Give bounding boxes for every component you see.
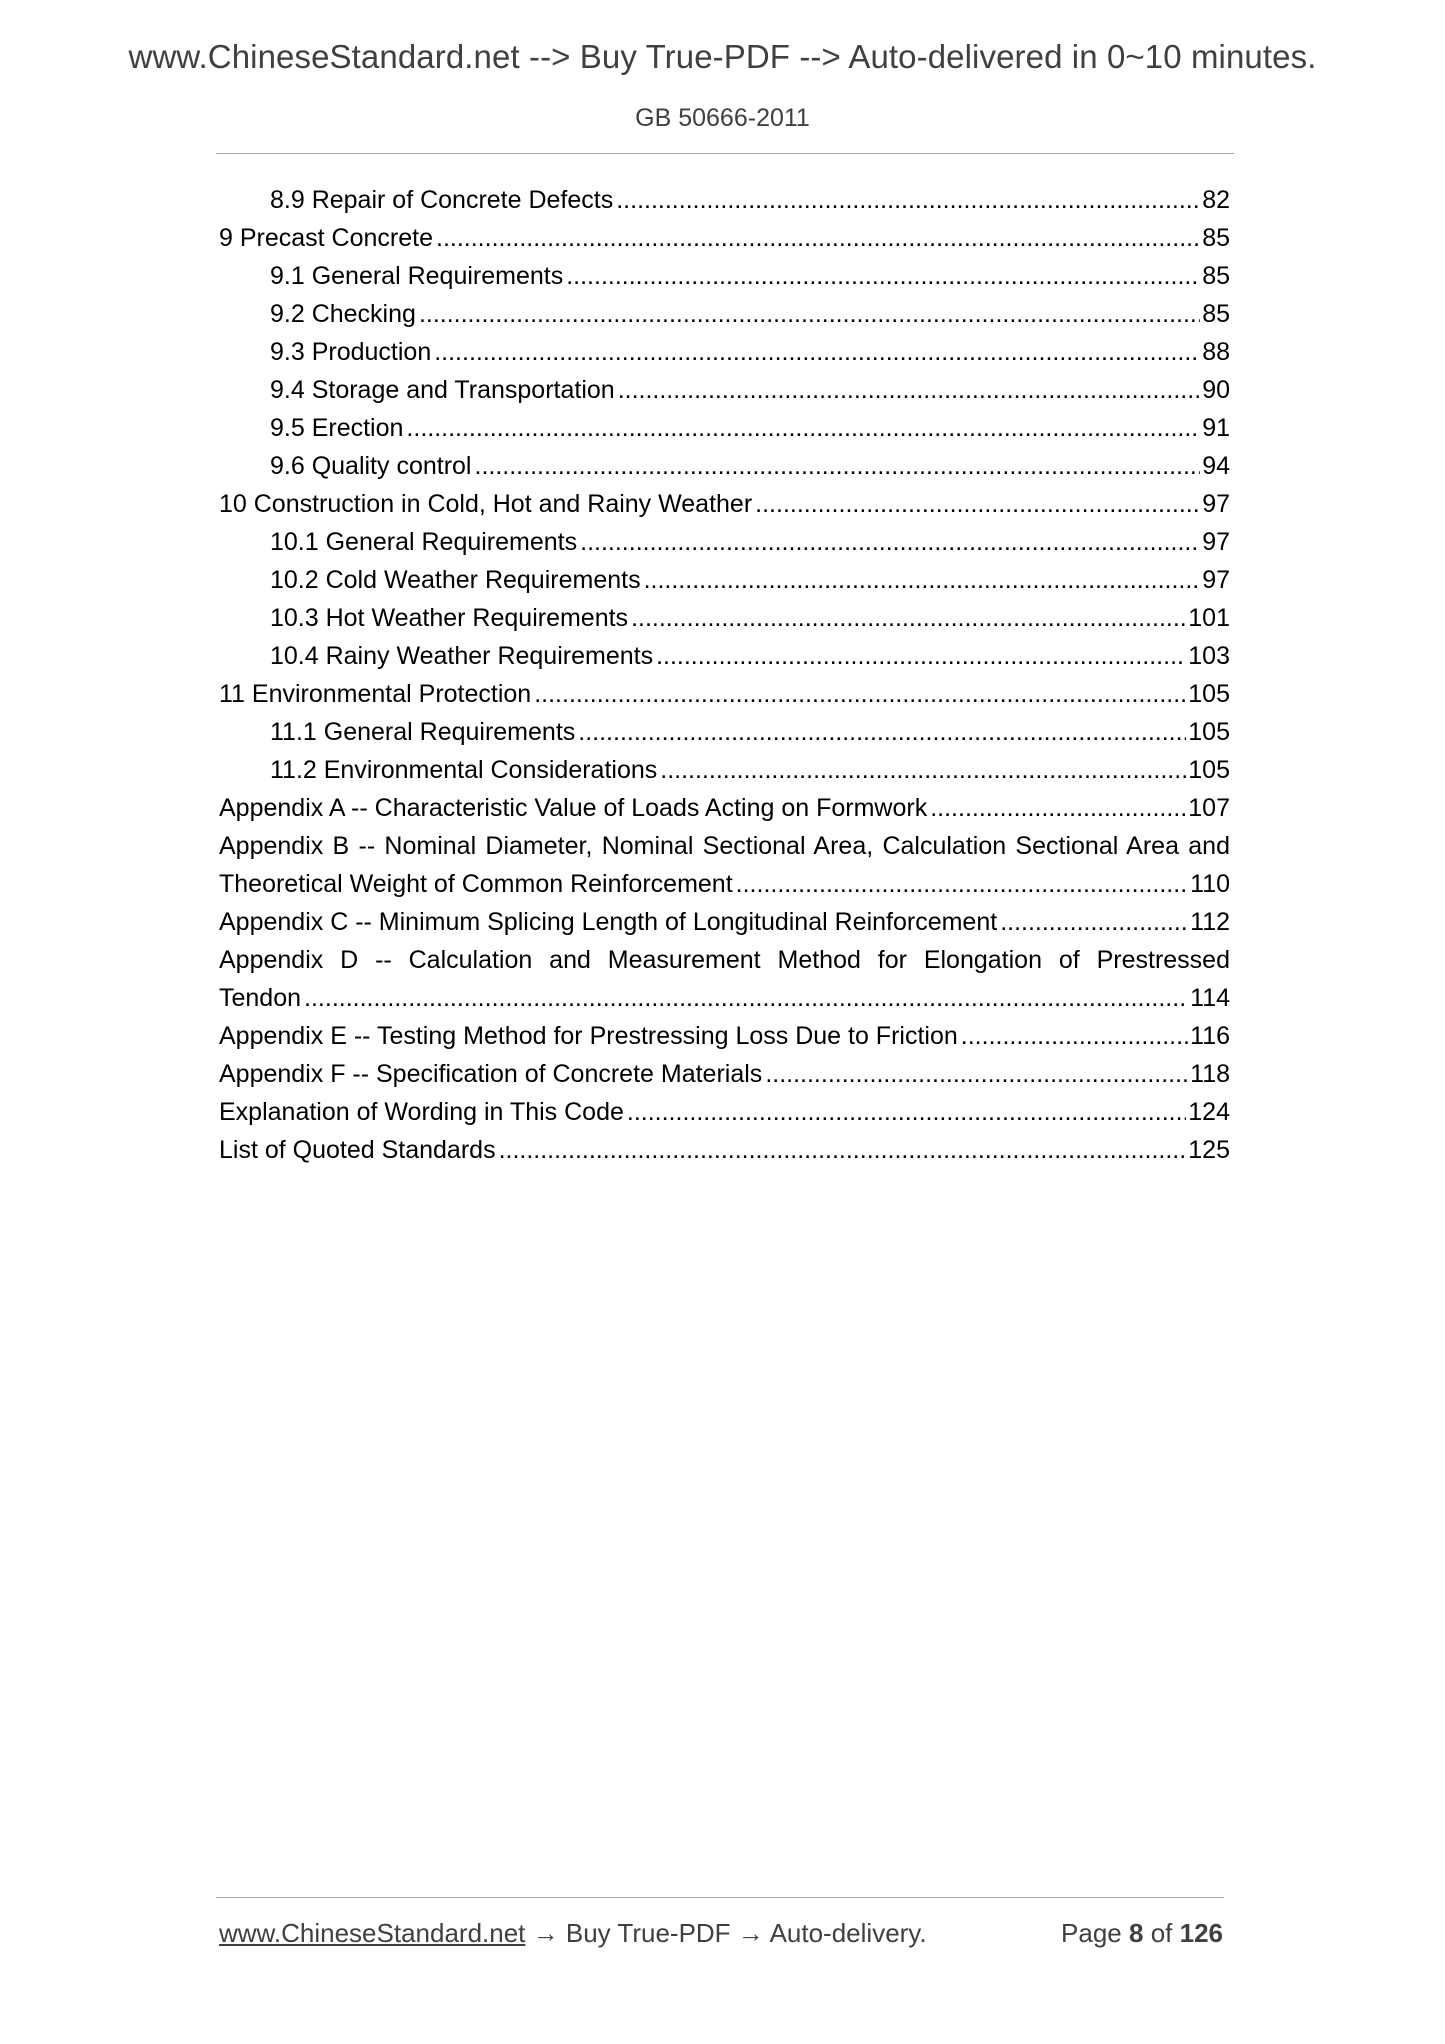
toc-entry-title: 11.1 General Requirements bbox=[270, 718, 576, 746]
toc-entry-page: 101 bbox=[1188, 604, 1230, 632]
toc-entry[interactable] bbox=[219, 295, 1230, 333]
toc-leader-dots bbox=[618, 371, 1201, 409]
toc-entry-page: 105 bbox=[1188, 680, 1230, 708]
toc-entry-title: 9.3 Production bbox=[270, 338, 432, 366]
toc-entry-title: Explanation of Wording in This Code bbox=[219, 1098, 624, 1126]
toc-entry-title: List of Quoted Standards bbox=[219, 1136, 496, 1164]
toc-entry-page: 88 bbox=[1202, 338, 1230, 366]
toc-leader-dots bbox=[578, 713, 1186, 751]
toc-leader-dots bbox=[656, 637, 1186, 675]
toc-entry-title: 10 Construction in Cold, Hot and Rainy Weather bbox=[219, 490, 753, 518]
toc-leader-dots bbox=[930, 789, 1186, 827]
toc-entry-page: 105 bbox=[1188, 718, 1230, 746]
toc-leader-dots bbox=[566, 257, 1200, 295]
toc-entry-title: 11.2 Environmental Considerations bbox=[270, 756, 658, 784]
toc-entry-title: 9.1 General Requirements bbox=[270, 262, 564, 290]
toc-leader-dots bbox=[1000, 903, 1188, 941]
toc-entry-page: 85 bbox=[1202, 300, 1230, 328]
document-id: GB 50666-2011 bbox=[635, 104, 810, 132]
toc-leader-dots bbox=[434, 333, 1200, 371]
toc-entry[interactable] bbox=[219, 1017, 1230, 1055]
toc-entry-page: 90 bbox=[1202, 376, 1230, 404]
toc-leader-dots bbox=[406, 409, 1200, 447]
toc-leader-dots bbox=[644, 561, 1201, 599]
toc-entry[interactable] bbox=[219, 637, 1230, 675]
toc-entry-title: 9.4 Storage and Transportation bbox=[270, 376, 615, 404]
toc-entry-page: 97 bbox=[1202, 528, 1230, 556]
toc-entry-title: Appendix E -- Testing Method for Prestressing Loss Due to Friction bbox=[219, 1022, 958, 1050]
page-indicator bbox=[1061, 1918, 1223, 1949]
toc-entry[interactable] bbox=[219, 561, 1230, 599]
toc-leader-dots bbox=[534, 675, 1186, 713]
toc-leader-dots bbox=[765, 1055, 1188, 1093]
toc-leader-dots bbox=[475, 447, 1201, 485]
current-page: 8 bbox=[1128, 1918, 1144, 1948]
toc-entry[interactable] bbox=[219, 371, 1230, 409]
toc-entry[interactable] bbox=[219, 751, 1230, 789]
toc-leader-dots bbox=[304, 979, 1188, 1017]
toc-leader-dots bbox=[660, 751, 1186, 789]
toc-entry[interactable] bbox=[219, 1131, 1230, 1169]
toc-entry[interactable] bbox=[219, 1055, 1230, 1093]
toc-entry-page: 97 bbox=[1202, 566, 1230, 594]
toc-entry-page: 125 bbox=[1188, 1136, 1230, 1164]
toc-entry-title-line1: Appendix B -- Nominal Diameter, Nominal Sectional Area, Calculation Sectional Area and bbox=[219, 832, 1230, 860]
toc-entry-page: 116 bbox=[1190, 1022, 1230, 1050]
toc-entry[interactable] bbox=[219, 333, 1230, 371]
toc-leader-dots bbox=[616, 181, 1200, 219]
toc-entry-page: 82 bbox=[1202, 186, 1230, 214]
toc-entry-page: 107 bbox=[1188, 794, 1230, 822]
toc-entry-title: 10.2 Cold Weather Requirements bbox=[270, 566, 641, 594]
footer-site-link[interactable]: www.ChineseStandard.net bbox=[219, 1918, 526, 1948]
toc-entry[interactable] bbox=[219, 675, 1230, 713]
toc-entry-title: 10.3 Hot Weather Requirements bbox=[270, 604, 629, 632]
toc-entry-page: 114 bbox=[1190, 984, 1230, 1012]
toc-leader-dots bbox=[580, 523, 1200, 561]
toc-entry[interactable] bbox=[219, 447, 1230, 485]
footer-tagline: → Buy True-PDF → Auto-delivery. bbox=[525, 1918, 927, 1948]
toc-leader-dots bbox=[961, 1017, 1188, 1055]
toc-entry-page: 112 bbox=[1190, 908, 1230, 936]
toc-entry[interactable] bbox=[219, 523, 1230, 561]
toc-entry-title: 11 Environmental Protection bbox=[219, 680, 532, 708]
table-of-contents bbox=[219, 181, 1230, 1169]
toc-entry-title: 9.6 Quality control bbox=[270, 452, 472, 480]
toc-entry-page: 85 bbox=[1202, 224, 1230, 252]
toc-leader-dots bbox=[419, 295, 1200, 333]
toc-entry-line1[interactable] bbox=[219, 941, 1230, 979]
toc-leader-dots bbox=[436, 219, 1200, 257]
toc-entry-title: 9 Precast Concrete bbox=[219, 224, 433, 252]
toc-entry[interactable] bbox=[219, 979, 1230, 1017]
toc-entry[interactable] bbox=[219, 713, 1230, 751]
toc-entry-line1[interactable] bbox=[219, 827, 1230, 865]
toc-entry-title: Theoretical Weight of Common Reinforcement bbox=[219, 870, 733, 898]
toc-entry[interactable] bbox=[219, 485, 1230, 523]
toc-entry-page: 103 bbox=[1188, 642, 1230, 670]
toc-leader-dots bbox=[736, 865, 1188, 903]
footer-left bbox=[219, 1918, 927, 1949]
toc-entry[interactable] bbox=[219, 257, 1230, 295]
toc-entry[interactable] bbox=[219, 409, 1230, 447]
toc-entry-title: 9.5 Erection bbox=[270, 414, 404, 442]
toc-entry[interactable] bbox=[219, 789, 1230, 827]
header-divider bbox=[216, 153, 1234, 154]
toc-leader-dots bbox=[627, 1093, 1186, 1131]
toc-entry-title: 10.1 General Requirements bbox=[270, 528, 578, 556]
toc-entry-title: Tendon bbox=[219, 984, 302, 1012]
toc-entry[interactable] bbox=[219, 599, 1230, 637]
toc-leader-dots bbox=[755, 485, 1200, 523]
toc-entry-title: 9.2 Checking bbox=[270, 300, 416, 328]
toc-entry-title: 8.9 Repair of Concrete Defects bbox=[270, 186, 614, 214]
toc-entry[interactable] bbox=[219, 181, 1230, 219]
header-banner: www.ChineseStandard.net --> Buy True-PDF --> Auto-delivered in 0~10 minutes. bbox=[128, 38, 1317, 75]
toc-entry-page: 85 bbox=[1202, 262, 1230, 290]
toc-entry-page: 124 bbox=[1188, 1098, 1230, 1126]
toc-entry[interactable] bbox=[219, 219, 1230, 257]
toc-entry-title-line1: Appendix D -- Calculation and Measurement Method for Elongation of Prestressed bbox=[219, 946, 1230, 974]
toc-entry-page: 94 bbox=[1202, 452, 1230, 480]
toc-entry-title: Appendix A -- Characteristic Value of Loads Acting on Formwork bbox=[219, 794, 928, 822]
toc-entry-title: Appendix C -- Minimum Splicing Length of Longitudinal Reinforcement bbox=[219, 908, 998, 936]
toc-entry-page: 118 bbox=[1190, 1060, 1230, 1088]
toc-entry-page: 105 bbox=[1188, 756, 1230, 784]
of-word: of bbox=[1150, 1918, 1173, 1948]
footer-divider bbox=[216, 1897, 1224, 1898]
page-footer bbox=[219, 1918, 1223, 1952]
toc-entry-page: 91 bbox=[1202, 414, 1230, 442]
toc-entry[interactable] bbox=[219, 903, 1230, 941]
total-pages: 126 bbox=[1179, 1918, 1223, 1948]
toc-entry-page: 97 bbox=[1202, 490, 1230, 518]
toc-entry-title: 10.4 Rainy Weather Requirements bbox=[270, 642, 654, 670]
toc-entry-page: 110 bbox=[1190, 870, 1230, 898]
toc-leader-dots bbox=[631, 599, 1186, 637]
toc-leader-dots bbox=[499, 1131, 1187, 1169]
toc-entry[interactable] bbox=[219, 1093, 1230, 1131]
page-word: Page bbox=[1061, 1918, 1122, 1948]
toc-entry[interactable] bbox=[219, 865, 1230, 903]
toc-entry-title: Appendix F -- Specification of Concrete Materials bbox=[219, 1060, 763, 1088]
